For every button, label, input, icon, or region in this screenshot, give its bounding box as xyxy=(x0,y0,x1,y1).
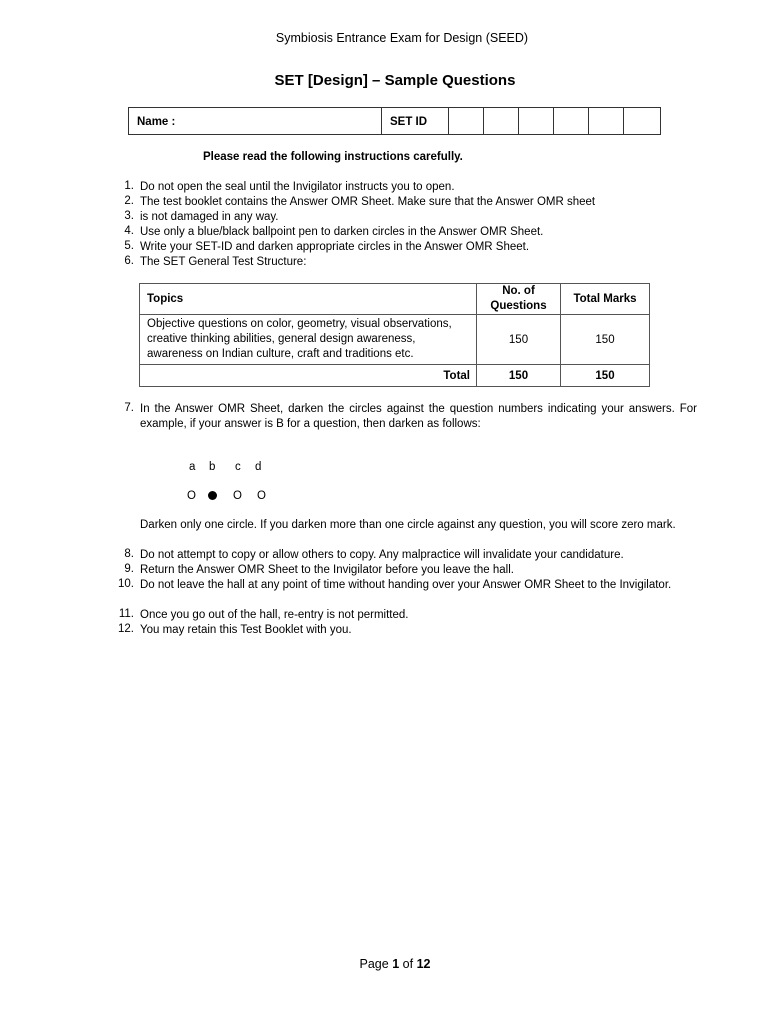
list-item-text: You may retain this Test Booklet with you. xyxy=(140,624,352,636)
list-item-number: 6. xyxy=(124,255,134,267)
set-id-digit-box[interactable] xyxy=(554,108,589,134)
list-item-text: The test booklet contains the Answer OMR Sheet. Make sure that the Answer OMR sheet xyxy=(140,196,596,208)
list-item-text: is not damaged in any way. xyxy=(140,211,279,223)
set-id-digit-box[interactable] xyxy=(624,108,660,134)
set-id-digit-box[interactable] xyxy=(484,108,519,134)
name-field[interactable]: Name : xyxy=(129,108,382,134)
option-letter: d xyxy=(255,461,262,473)
list-item-number: 5. xyxy=(124,240,134,252)
table-total-row xyxy=(140,365,650,387)
test-structure-table xyxy=(139,283,650,387)
list-item-number: 11. xyxy=(118,608,134,620)
set-id-label: SET ID xyxy=(382,108,449,134)
col-header-topics: Topics xyxy=(140,284,477,315)
total-marks: 150 xyxy=(561,365,650,387)
page-header: Symbiosis Entrance Exam for Design (SEED) xyxy=(275,31,529,45)
current-page-number: 1 xyxy=(392,957,400,971)
num-questions-value: 150 xyxy=(477,315,561,365)
list-item-text: The SET General Test Structure: xyxy=(140,256,307,268)
list-item-text: Return the Answer OMR Sheet to the Invigilator before you leave the hall. xyxy=(140,564,514,576)
list-item-text: Write your SET-ID and darken appropriate circles in the Answer OMR Sheet. xyxy=(140,241,530,253)
instructions-heading: Please read the following instructions carefully. xyxy=(203,151,463,163)
list-item-number: 4. xyxy=(124,225,134,237)
set-id-digit-box[interactable] xyxy=(449,108,484,134)
col-header-total-marks: Total Marks xyxy=(561,284,650,315)
list-item-number: 10. xyxy=(118,578,134,590)
page-of-label: of xyxy=(402,957,414,971)
omr-empty-circle-c: O xyxy=(233,490,242,502)
set-id-digit-box[interactable] xyxy=(519,108,554,134)
list-item-text: Do not open the seal until the Invigilator instructs you to open. xyxy=(140,181,455,193)
omr-filled-circle-b xyxy=(208,491,217,500)
list-item-number: 7. xyxy=(124,402,134,414)
total-marks-value: 150 xyxy=(561,315,650,365)
list-item-number: 1. xyxy=(124,180,134,192)
total-label: Total xyxy=(140,365,477,387)
list-item-number: 12. xyxy=(118,623,134,635)
list-item-text: Use only a blue/black ballpoint pen to darken circles in the Answer OMR Sheet. xyxy=(140,226,544,238)
option-letter: c xyxy=(235,461,241,473)
list-item-text: Do not attempt to copy or allow others to copy. Any malpractice will invalidate your candidature. xyxy=(140,549,624,561)
list-item-number: 3. xyxy=(124,210,134,222)
list-item-text: Do not leave the hall at any point of time without handing over your Answer OMR Sheet to the Invigilator. xyxy=(140,579,672,591)
total-num-questions: 150 xyxy=(477,365,561,387)
list-item-number: 2. xyxy=(124,195,134,207)
omr-empty-circle-a: O xyxy=(187,490,196,502)
topic-description: Objective questions on color, geometry, visual observations, creative thinking abilities, general design awareness, awareness on Indian culture, craft and traditions etc. xyxy=(140,315,477,365)
id-box xyxy=(128,107,661,135)
option-letter: a xyxy=(189,461,196,473)
page-label: Page xyxy=(359,957,389,971)
table-header-row xyxy=(140,284,650,315)
omr-empty-circle-d: O xyxy=(257,490,266,502)
list-item-number: 8. xyxy=(124,548,134,560)
total-pages-number: 12 xyxy=(416,957,431,971)
darken-note: Darken only one circle. If you darken more than one circle against any question, you will score zero mark. xyxy=(140,519,676,531)
option-letter: b xyxy=(209,461,216,473)
set-id-digit-box[interactable] xyxy=(589,108,624,134)
list-item-text: Once you go out of the hall, re-entry is not permitted. xyxy=(140,609,409,621)
omr-example xyxy=(186,461,276,511)
list-item-number: 9. xyxy=(124,563,134,575)
table-row xyxy=(140,315,650,365)
col-header-num-questions: No. of Questions xyxy=(477,284,561,315)
page-title: SET [Design] – Sample Questions xyxy=(274,72,516,89)
page-footer xyxy=(0,957,770,971)
list-item-text: In the Answer OMR Sheet, darken the circles against the question numbers indicating your answers. For example, if your answer is B for a question, then darken as follows: xyxy=(140,403,697,430)
